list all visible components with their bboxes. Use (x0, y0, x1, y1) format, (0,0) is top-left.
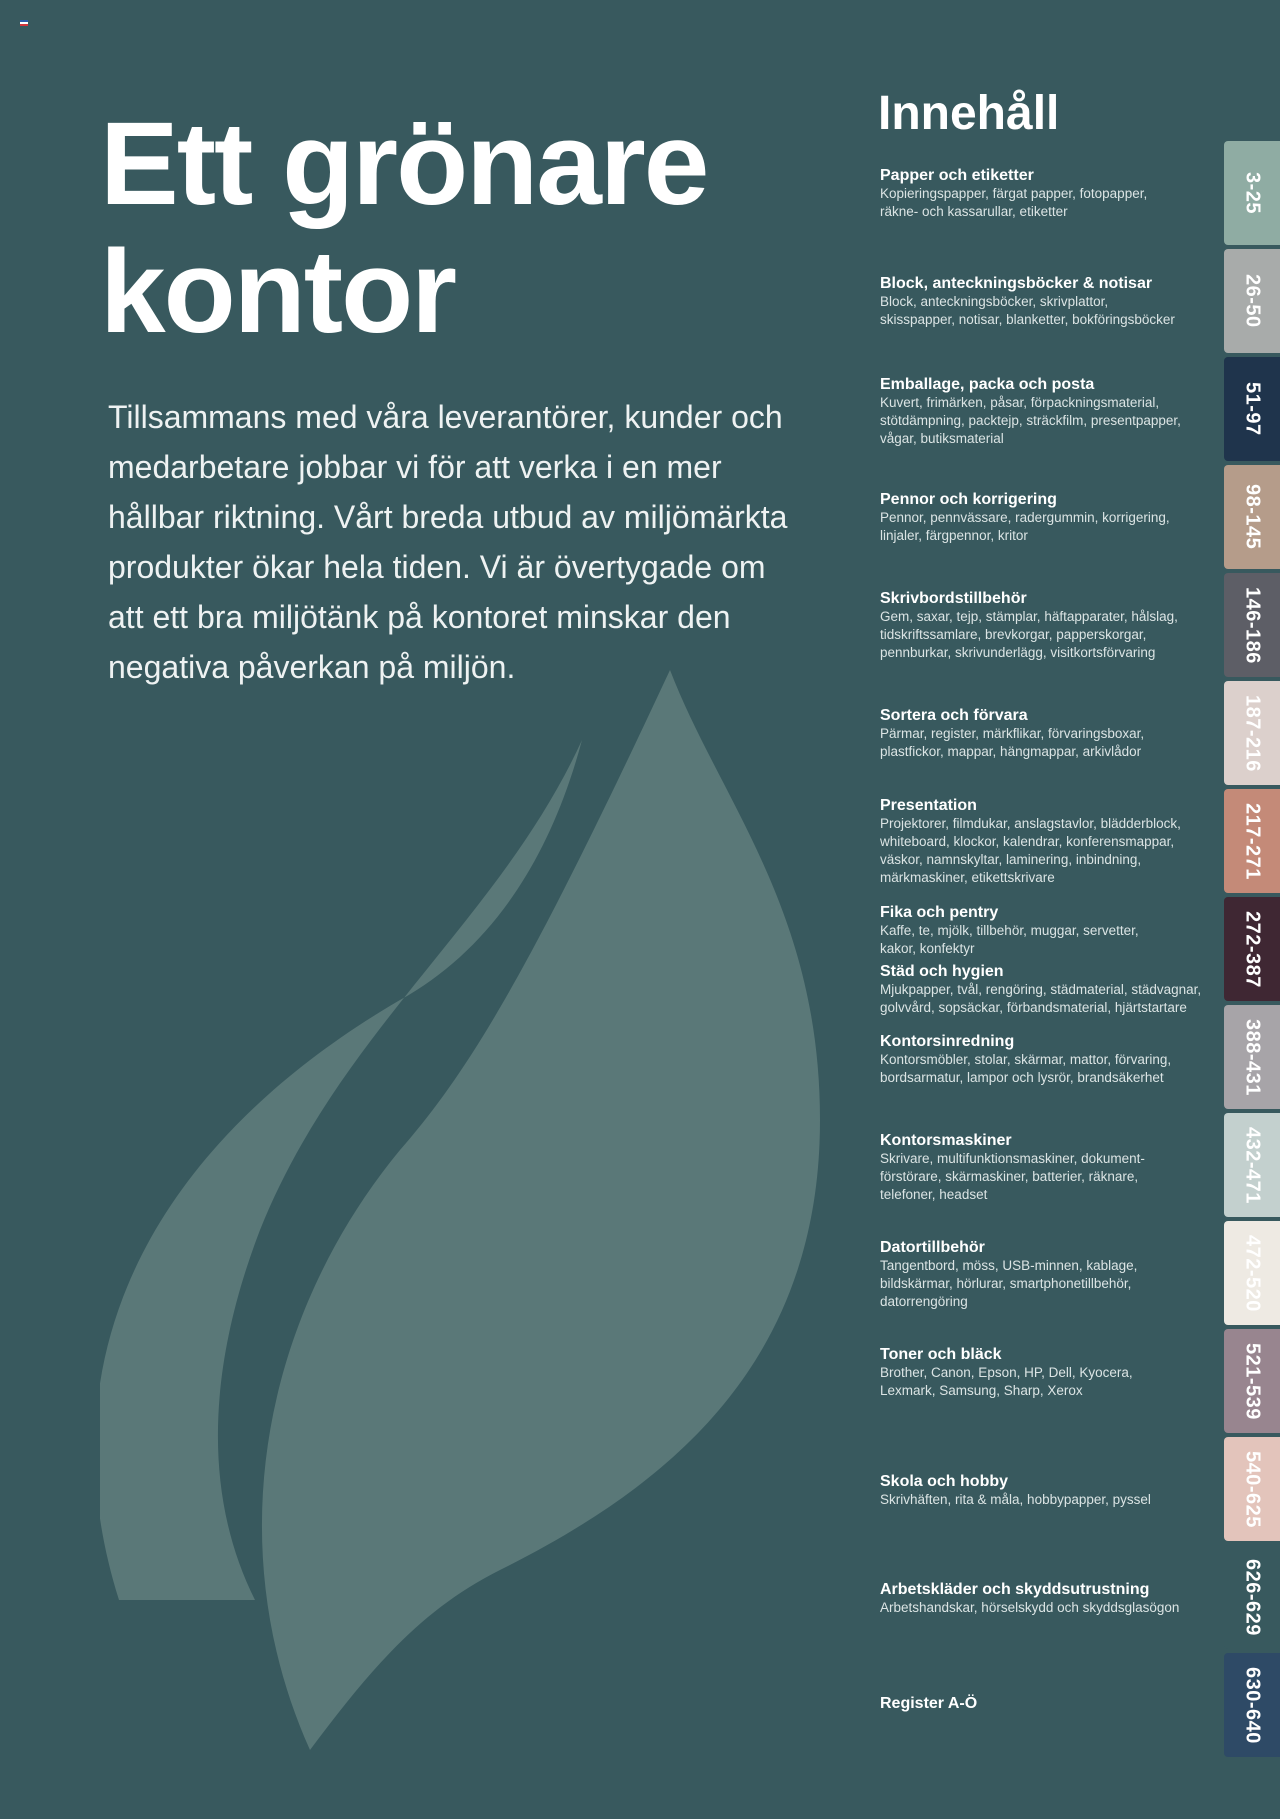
toc-title: Innehåll (878, 87, 1060, 140)
toc-entry[interactable] (880, 1131, 1210, 1204)
toc-entry-description: Pennor, pennvässare, radergummin, korrigering, linjaler, färgpennor, kritor (880, 510, 1170, 543)
intro-paragraph: Tillsammans med våra leverantörer, kunder och medarbetare jobbar vi för att verka i en mer hållbar riktning. Vårt breda utbud av miljömärkta produkter ökar hela tiden. Vi är övertygade om att ett bra miljötänk på kontoret minskar den negativa påverkan på miljön. (108, 399, 788, 685)
toc-entry-heading: Skola och hobby (880, 1473, 1009, 1490)
toc-entry-description: Skrivhäften, rita & måla, hobbypapper, pyssel (880, 1492, 1151, 1507)
page-range-label: 98-145 (1241, 484, 1264, 550)
page-range-tab[interactable] (1224, 465, 1280, 569)
toc-entry[interactable] (880, 1694, 1210, 1713)
toc-entry-description: Projektorer, filmdukar, anslagstavlor, blädderblock, whiteboard, klockor, kalendrar, konferensmappar, väskor, namnskyltar, laminering, inbindning, märkmaskiner, etikettskrivare (880, 816, 1181, 885)
toc-entry-description: Kuvert, frimärken, påsar, förpackningsmaterial, stötdämpning, packtejp, sträckfilm, presentpapper, vågar, butiksmaterial (880, 395, 1181, 446)
toc-entry[interactable] (880, 962, 1210, 1017)
page-range-tab[interactable] (1224, 1653, 1280, 1757)
toc-entry-heading: Fika och pentry (880, 904, 999, 921)
page-range-label: 187-216 (1241, 694, 1264, 772)
page-range-tab[interactable] (1224, 897, 1280, 1001)
page-range-tab[interactable] (1224, 573, 1280, 677)
toc-entry-description: Block, anteckningsböcker, skrivplattor, skisspapper, notisar, blanketter, bokföringsböcker (880, 294, 1175, 327)
toc-entry-description: Mjukpapper, tvål, rengöring, städmaterial, städvagnar, golvvård, sopsäckar, förbandsmaterial, hjärtstartare (880, 982, 1202, 1015)
toc-entry-heading: Städ och hygien (880, 963, 1004, 980)
toc-entry[interactable] (880, 589, 1210, 662)
page-range-label: 146-186 (1241, 586, 1264, 664)
page-range-tab[interactable] (1224, 1113, 1280, 1217)
page-range-label: 540-625 (1241, 1450, 1264, 1528)
toc-entry[interactable] (880, 490, 1210, 545)
toc-entry-description: Kopieringspapper, färgat papper, fotopapper, räkne- och kassarullar, etiketter (880, 186, 1148, 219)
toc-entry-heading: Arbetskläder och skyddsutrustning (880, 1581, 1150, 1598)
page-range-label: 217-271 (1241, 802, 1264, 880)
page-range-label: 388-431 (1241, 1018, 1264, 1096)
toc-entry-heading: Skrivbordstillbehör (880, 590, 1027, 607)
page-range-tab[interactable] (1224, 1221, 1280, 1325)
toc-entry-heading: Emballage, packa och posta (880, 376, 1095, 393)
toc-entry-description: Skrivare, multifunktionsmaskiner, dokument- förstörare, skärmaskiner, batterier, räknare, telefoner, headset (880, 1151, 1145, 1202)
toc-entry-heading: Kontorsmaskiner (880, 1132, 1012, 1149)
toc-entry[interactable] (880, 375, 1210, 448)
toc-entry[interactable] (880, 1238, 1210, 1311)
toc-entry-heading: Sortera och förvara (880, 707, 1028, 724)
page-range-label: 630-640 (1241, 1666, 1264, 1744)
page-range-tab[interactable] (1224, 1005, 1280, 1109)
page-range-label: 432-471 (1241, 1126, 1264, 1204)
language-flag-icon (20, 20, 28, 26)
toc-entry-heading: Kontorsinredning (880, 1033, 1015, 1050)
toc-entry-description: Pärmar, register, märkflikar, förvaringsboxar, plastfickor, mappar, hängmappar, arkivlådor (880, 726, 1145, 759)
headline-line-1: Ett grönare (100, 98, 708, 230)
toc-entry-heading: Papper och etiketter (880, 167, 1034, 184)
toc-entry-heading: Pennor och korrigering (880, 491, 1057, 508)
toc-entry[interactable] (880, 1580, 1210, 1617)
headline-line-2: kontor (100, 226, 456, 358)
page-range-tab[interactable] (1224, 789, 1280, 893)
toc-entry-description: Kaffe, te, mjölk, tillbehör, muggar, servetter, kakor, konfektyr (880, 923, 1139, 956)
toc-entry-description: Gem, saxar, tejp, stämplar, häftapparater, hålslag, tidskriftssamlare, brevkorgar, papperskorgar, pennburkar, skrivunderlägg, visitkortsförvaring (880, 609, 1178, 660)
toc-entry[interactable] (880, 903, 1210, 958)
toc-entry[interactable] (880, 1472, 1210, 1509)
toc-entry[interactable] (880, 796, 1210, 887)
toc-entry-heading: Register A-Ö (880, 1695, 978, 1712)
page-range-tab[interactable] (1224, 1545, 1280, 1649)
page-range-tab[interactable] (1224, 357, 1280, 461)
toc-entry-description: Brother, Canon, Epson, HP, Dell, Kyocera, Lexmark, Samsung, Sharp, Xerox (880, 1365, 1133, 1398)
page-range-label: 51-97 (1241, 382, 1264, 436)
toc-entry-heading: Toner och bläck (880, 1346, 1002, 1363)
page-headline (100, 100, 780, 356)
toc-entry-heading: Presentation (880, 797, 977, 814)
toc-entry[interactable] (880, 1032, 1210, 1087)
page-range-label: 472-520 (1241, 1234, 1264, 1312)
toc-entry-heading: Block, anteckningsböcker & notisar (880, 275, 1153, 292)
page-range-tab[interactable] (1224, 681, 1280, 785)
toc-entry-description: Tangentbord, möss, USB-minnen, kablage, bildskärmar, hörlurar, smartphonetillbehör, datorrengöring (880, 1258, 1138, 1309)
toc-entry-description: Arbetshandskar, hörselskydd och skyddsglasögon (880, 1600, 1180, 1615)
toc-entry[interactable] (880, 706, 1210, 761)
page-range-label: 26-50 (1241, 274, 1264, 328)
page-range-tab[interactable] (1224, 249, 1280, 353)
page-range-tab[interactable] (1224, 1437, 1280, 1541)
toc-entry[interactable] (880, 166, 1210, 221)
page-range-label: 521-539 (1241, 1342, 1264, 1420)
leaf-illustration (100, 670, 840, 1770)
page-range-label: 272-387 (1241, 910, 1264, 988)
page-range-label: 626-629 (1241, 1558, 1264, 1636)
page-range-label: 3-25 (1241, 171, 1264, 215)
toc-entry[interactable] (880, 1345, 1210, 1400)
toc-entry-description: Kontorsmöbler, stolar, skärmar, mattor, förvaring, bordsarmatur, lampor och lysrör, brandsäkerhet (880, 1052, 1172, 1085)
toc-entry[interactable] (880, 274, 1210, 329)
toc-entry-heading: Datortillbehör (880, 1239, 985, 1256)
page-range-tab[interactable] (1224, 1329, 1280, 1433)
page-range-tab[interactable] (1224, 141, 1280, 245)
